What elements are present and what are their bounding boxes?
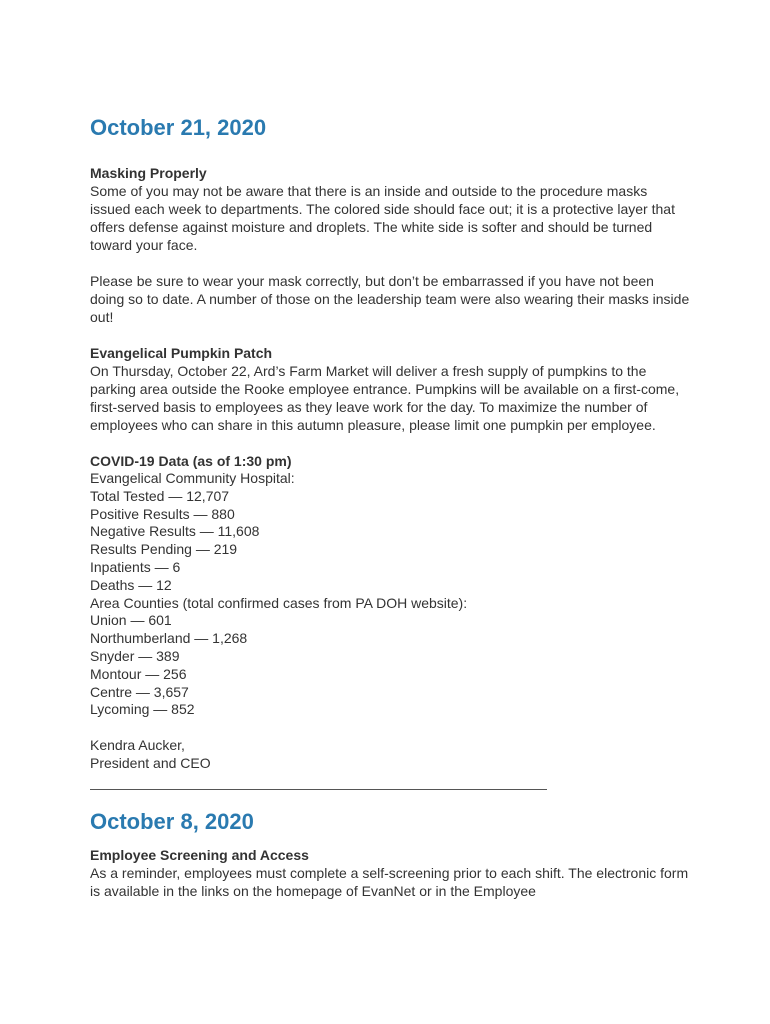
masking-heading: Masking Properly (90, 165, 207, 181)
covid-line: Union — 601 (90, 612, 172, 629)
signature-title: President and CEO (90, 754, 211, 771)
masking-paragraph-2: Please be sure to wear your mask correctly, but don’t be embarrassed if you have not been doing so to date. A number of those on the leadership team were also wearing their masks inside out! (90, 273, 690, 325)
covid-line: Area Counties (total confirmed cases from PA DOH website): (90, 594, 468, 611)
covid-line: Total Tested — 12,707 (90, 487, 230, 504)
masking-paragraph-1: Some of you may not be aware that there is an inside and outside to the procedure masks issued each week to departments. The colored side should face out; it is a protective layer that offers defense against moisture and droplets. The white side is softer and should be turned toward your face. (90, 183, 675, 253)
pumpkin-paragraph: On Thursday, October 22, Ard’s Farm Market will deliver a fresh supply of pumpkins to the parking area outside the Rooke employee entrance. Pumpkins will be available on a first-come, first-served basis to employees as they leave work for the day. To maximize the number of employees who can share in this autumn pleasure, please limit one pumpkin per employee. (90, 363, 680, 433)
covid-line: Lycoming — 852 (90, 701, 195, 718)
covid-line: Evangelical Community Hospital: (90, 470, 295, 486)
covid-heading: COVID-19 Data (as of 1:30 pm) (90, 453, 292, 469)
covid-data-list (90, 470, 690, 719)
date-heading-oct-21: October 21, 2020 (90, 115, 267, 140)
document-content (90, 114, 690, 900)
covid-line: Deaths — 12 (90, 576, 172, 593)
signature-name: Kendra Aucker, (90, 737, 185, 754)
screening-heading: Employee Screening and Access (90, 846, 309, 863)
covid-line: Montour — 256 (90, 665, 187, 682)
covid-line: Results Pending — 219 (90, 541, 238, 558)
covid-line: Inpatients — 6 (90, 558, 181, 575)
screening-paragraph: As a reminder, employees must complete a self-screening prior to each shift. The electronic form is available in the links on the homepage of EvanNet or in the Employee (90, 864, 689, 899)
covid-line: Negative Results — 11,608 (90, 523, 260, 540)
covid-line: Northumberland — 1,268 (90, 630, 248, 647)
date-heading-oct-8: October 8, 2020 (90, 808, 254, 834)
covid-line: Snyder — 389 (90, 647, 180, 664)
covid-line: Centre — 3,657 (90, 683, 189, 700)
pumpkin-heading: Evangelical Pumpkin Patch (90, 345, 273, 361)
covid-line: Positive Results — 880 (90, 505, 235, 522)
